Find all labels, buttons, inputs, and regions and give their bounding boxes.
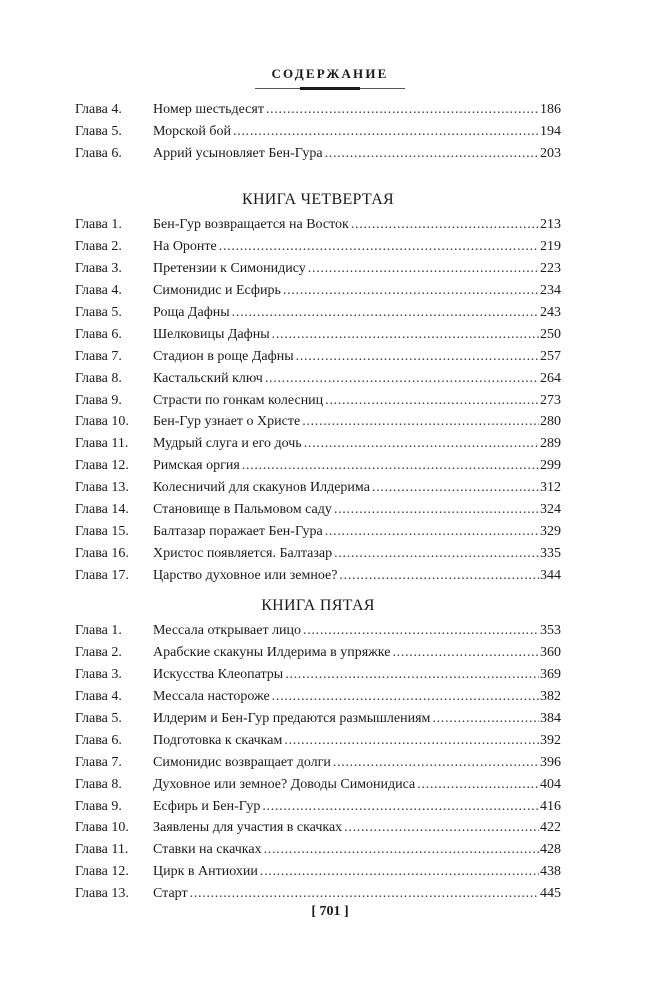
chapter-number: Глава 9.	[75, 392, 122, 408]
toc-entry	[75, 861, 561, 883]
toc-entry	[75, 390, 561, 412]
chapter-page-number: 289	[540, 436, 561, 452]
toc-entry	[75, 730, 561, 752]
chapter-page-number: 335	[540, 546, 561, 562]
dot-leader	[372, 477, 539, 499]
chapter-page-number: 186	[540, 102, 561, 117]
dot-leader	[334, 543, 539, 565]
dot-leader	[344, 817, 539, 839]
dot-leader	[283, 280, 539, 302]
dot-leader	[233, 121, 539, 143]
chapter-number: Глава 11.	[75, 436, 129, 452]
toc-entry	[75, 455, 561, 477]
chapter-page-number: 312	[540, 480, 561, 496]
chapter-title: Морской бой	[153, 123, 232, 139]
toc-entry	[75, 143, 561, 165]
toc-entry	[75, 565, 561, 587]
dot-leader	[351, 214, 539, 236]
chapter-number: Глава 3.	[75, 666, 122, 682]
toc-entry	[75, 708, 561, 730]
chapter-number: Глава 12.	[75, 864, 129, 880]
chapter-page-number: 250	[540, 326, 561, 342]
dot-leader	[325, 143, 539, 165]
chapter-page-number: 360	[540, 644, 561, 660]
dot-leader	[339, 565, 539, 587]
chapter-page-number: 194	[540, 123, 561, 139]
chapter-number: Глава 16.	[75, 546, 129, 562]
chapter-title: Заявлены для участия в скачках	[153, 820, 343, 836]
toc-entry	[75, 258, 561, 280]
chapter-number: Глава 7.	[75, 754, 122, 770]
dot-leader	[303, 620, 539, 642]
dot-leader	[392, 642, 539, 664]
chapter-title: Арабские скакуны Илдерима в упряжке	[153, 644, 391, 660]
chapter-number: Глава 4.	[75, 282, 122, 298]
chapter-number: Глава 6.	[75, 326, 122, 342]
dot-leader	[219, 236, 539, 258]
chapter-number: Глава 4.	[75, 688, 122, 704]
toc-section-book-five	[75, 592, 561, 905]
dot-leader	[325, 390, 539, 412]
chapter-number: Глава 9.	[75, 798, 122, 814]
chapter-page-number: 223	[540, 260, 561, 276]
chapter-title: Шелковицы Дафны	[153, 326, 270, 342]
chapter-number: Глава 12.	[75, 458, 129, 474]
dot-leader	[302, 411, 539, 433]
chapter-title: Цирк в Антиохии	[153, 864, 258, 880]
chapter-title: Симонидис и Есфирь	[153, 282, 281, 298]
toc-entry	[75, 521, 561, 543]
chapter-title: Претензии к Симонидису	[153, 260, 306, 276]
toc-entry	[75, 839, 561, 861]
toc-entry	[75, 236, 561, 258]
toc-entry	[75, 411, 561, 433]
chapter-number: Глава 5.	[75, 123, 122, 139]
dot-leader	[432, 708, 539, 730]
chapter-page-number: 384	[540, 710, 561, 726]
chapter-page-number: 329	[540, 524, 561, 540]
toc-section-continued	[75, 99, 561, 165]
chapter-title: Илдерим и Бен-Гур предаются размышлениям	[153, 710, 431, 726]
chapter-number: Глава 7.	[75, 348, 122, 364]
dot-leader	[284, 730, 539, 752]
chapter-title: Роща Дафны	[153, 304, 230, 320]
toc-entry	[75, 346, 561, 368]
toc-entry	[75, 817, 561, 839]
dot-leader	[334, 499, 539, 521]
chapter-page-number: 203	[540, 145, 561, 161]
chapter-number: Глава 11.	[75, 842, 129, 858]
chapter-title: Мессала открывает лицо	[153, 623, 302, 638]
chapter-page-number: 234	[540, 282, 561, 298]
chapter-title: Страсти по гонкам колесниц	[153, 392, 324, 408]
toc-entry	[75, 368, 561, 390]
toc-entry	[75, 280, 561, 302]
dot-leader	[296, 346, 539, 368]
chapter-page-number: 438	[540, 864, 561, 880]
chapter-number: Глава 10.	[75, 820, 129, 836]
chapter-page-number: 445	[540, 886, 561, 902]
chapter-number: Глава 10.	[75, 414, 129, 430]
dot-leader	[325, 521, 539, 543]
toc-entry	[75, 774, 561, 796]
dot-leader	[308, 258, 539, 280]
chapter-title: Бен-Гур возвращается на Восток	[153, 217, 349, 232]
chapter-page-number: 422	[540, 820, 561, 836]
chapter-page-number: 273	[540, 392, 561, 408]
toc-entry	[75, 477, 561, 499]
dot-leader	[265, 368, 539, 390]
chapter-title: Становище в Пальмовом саду	[153, 502, 332, 518]
chapter-number: Глава 6.	[75, 145, 122, 161]
chapter-number: Глава 17.	[75, 568, 129, 583]
chapter-number: Глава 8.	[75, 776, 122, 792]
dot-leader	[190, 883, 539, 905]
chapter-title: Аррий усыновляет Бен-Гура	[153, 145, 323, 161]
chapter-number: Глава 8.	[75, 370, 122, 386]
chapter-page-number: 219	[540, 238, 561, 254]
section-title: КНИГА ЧЕТВЕРТАЯ	[241, 191, 395, 208]
chapter-title: Царство духовное или земное?	[153, 568, 338, 583]
dot-leader	[272, 324, 539, 346]
chapter-number: Глава 14.	[75, 502, 129, 518]
chapter-page-number: 299	[540, 458, 561, 474]
toc-entry	[75, 543, 561, 565]
chapter-title: Ставки на скачках	[153, 842, 262, 858]
chapter-number: Глава 5.	[75, 304, 122, 320]
toc-entry	[75, 433, 561, 455]
chapter-number: Глава 2.	[75, 644, 122, 660]
chapter-title: Колесничий для скакунов Илдерима	[153, 480, 370, 496]
dot-leader	[264, 839, 539, 861]
chapter-number: Глава 1.	[75, 623, 122, 638]
chapter-page-number: 396	[540, 754, 561, 770]
page-number: [ 701 ]	[311, 904, 349, 919]
chapter-page-number: 369	[540, 666, 561, 682]
chapter-title: Номер шестьдесят	[153, 102, 264, 117]
dot-leader	[304, 433, 539, 455]
toc-entry	[75, 324, 561, 346]
toc-entry	[75, 664, 561, 686]
chapter-page-number: 257	[540, 348, 561, 364]
dot-leader	[417, 774, 539, 796]
chapter-page-number: 280	[540, 414, 561, 430]
dot-leader	[260, 861, 539, 883]
chapter-page-number: 382	[540, 688, 561, 704]
toc-entry	[75, 214, 561, 236]
chapter-number: Глава 1.	[75, 217, 122, 232]
chapter-page-number: 264	[540, 370, 561, 386]
chapter-page-number: 344	[540, 568, 561, 583]
chapter-page-number: 324	[540, 502, 561, 518]
toc-entry	[75, 121, 561, 143]
chapter-title: Искусства Клеопатры	[153, 666, 284, 682]
toc-entry	[75, 883, 561, 905]
running-title: СОДЕРЖАНИЕ	[271, 66, 389, 81]
toc-entry	[75, 99, 561, 121]
chapter-number: Глава 2.	[75, 238, 122, 254]
chapter-title: Есфирь и Бен-Гур	[153, 798, 261, 814]
chapter-number: Глава 6.	[75, 732, 122, 748]
chapter-page-number: 392	[540, 732, 561, 748]
chapter-title: Балтазар поражает Бен-Гура	[153, 524, 323, 540]
chapter-title: Духовное или земное? Доводы Симонидиса	[153, 776, 416, 792]
chapter-title: Христос появляется. Балтазар	[153, 546, 333, 562]
chapter-title: Бен-Гур узнает о Христе	[153, 414, 301, 430]
dot-leader	[262, 796, 539, 818]
toc-entry	[75, 686, 561, 708]
chapter-page-number: 428	[540, 842, 561, 858]
dot-leader	[242, 455, 539, 477]
chapter-number: Глава 13.	[75, 886, 129, 902]
toc-entry	[75, 302, 561, 324]
chapter-title: Римская оргия	[153, 458, 240, 474]
chapter-title: Мессала настороже	[153, 688, 270, 704]
chapter-title: Стадион в роще Дафны	[153, 348, 294, 364]
toc-entry	[75, 499, 561, 521]
chapter-number: Глава 5.	[75, 710, 122, 726]
chapter-page-number: 404	[540, 776, 561, 792]
chapter-number: Глава 3.	[75, 260, 122, 276]
chapter-title: Старт	[153, 886, 188, 902]
toc-entry	[75, 752, 561, 774]
dot-leader	[266, 99, 539, 121]
dot-leader	[272, 686, 539, 708]
chapter-number: Глава 13.	[75, 480, 129, 496]
chapter-title: Кастальский ключ	[153, 370, 263, 386]
chapter-number: Глава 4.	[75, 102, 122, 117]
chapter-page-number: 243	[540, 304, 561, 320]
dot-leader	[285, 664, 539, 686]
chapter-page-number: 416	[540, 798, 561, 814]
chapter-title: Подготовка к скачкам	[153, 732, 283, 748]
toc-entry	[75, 642, 561, 664]
chapter-number: Глава 15.	[75, 524, 129, 540]
chapter-page-number: 353	[540, 623, 561, 638]
chapter-page-number: 213	[540, 217, 561, 232]
dot-leader	[232, 302, 539, 324]
chapter-title: Мудрый слуга и его дочь	[153, 436, 302, 452]
header-rule	[255, 88, 405, 89]
toc-section-book-four	[75, 186, 561, 587]
toc-entry	[75, 796, 561, 818]
dot-leader	[333, 752, 539, 774]
chapter-title: Симонидис возвращает долги	[153, 754, 331, 770]
section-title: КНИГА ПЯТАЯ	[261, 597, 375, 614]
header-rule-bar	[300, 87, 360, 90]
toc-entry	[75, 620, 561, 642]
chapter-title: На Оронте	[153, 238, 217, 254]
